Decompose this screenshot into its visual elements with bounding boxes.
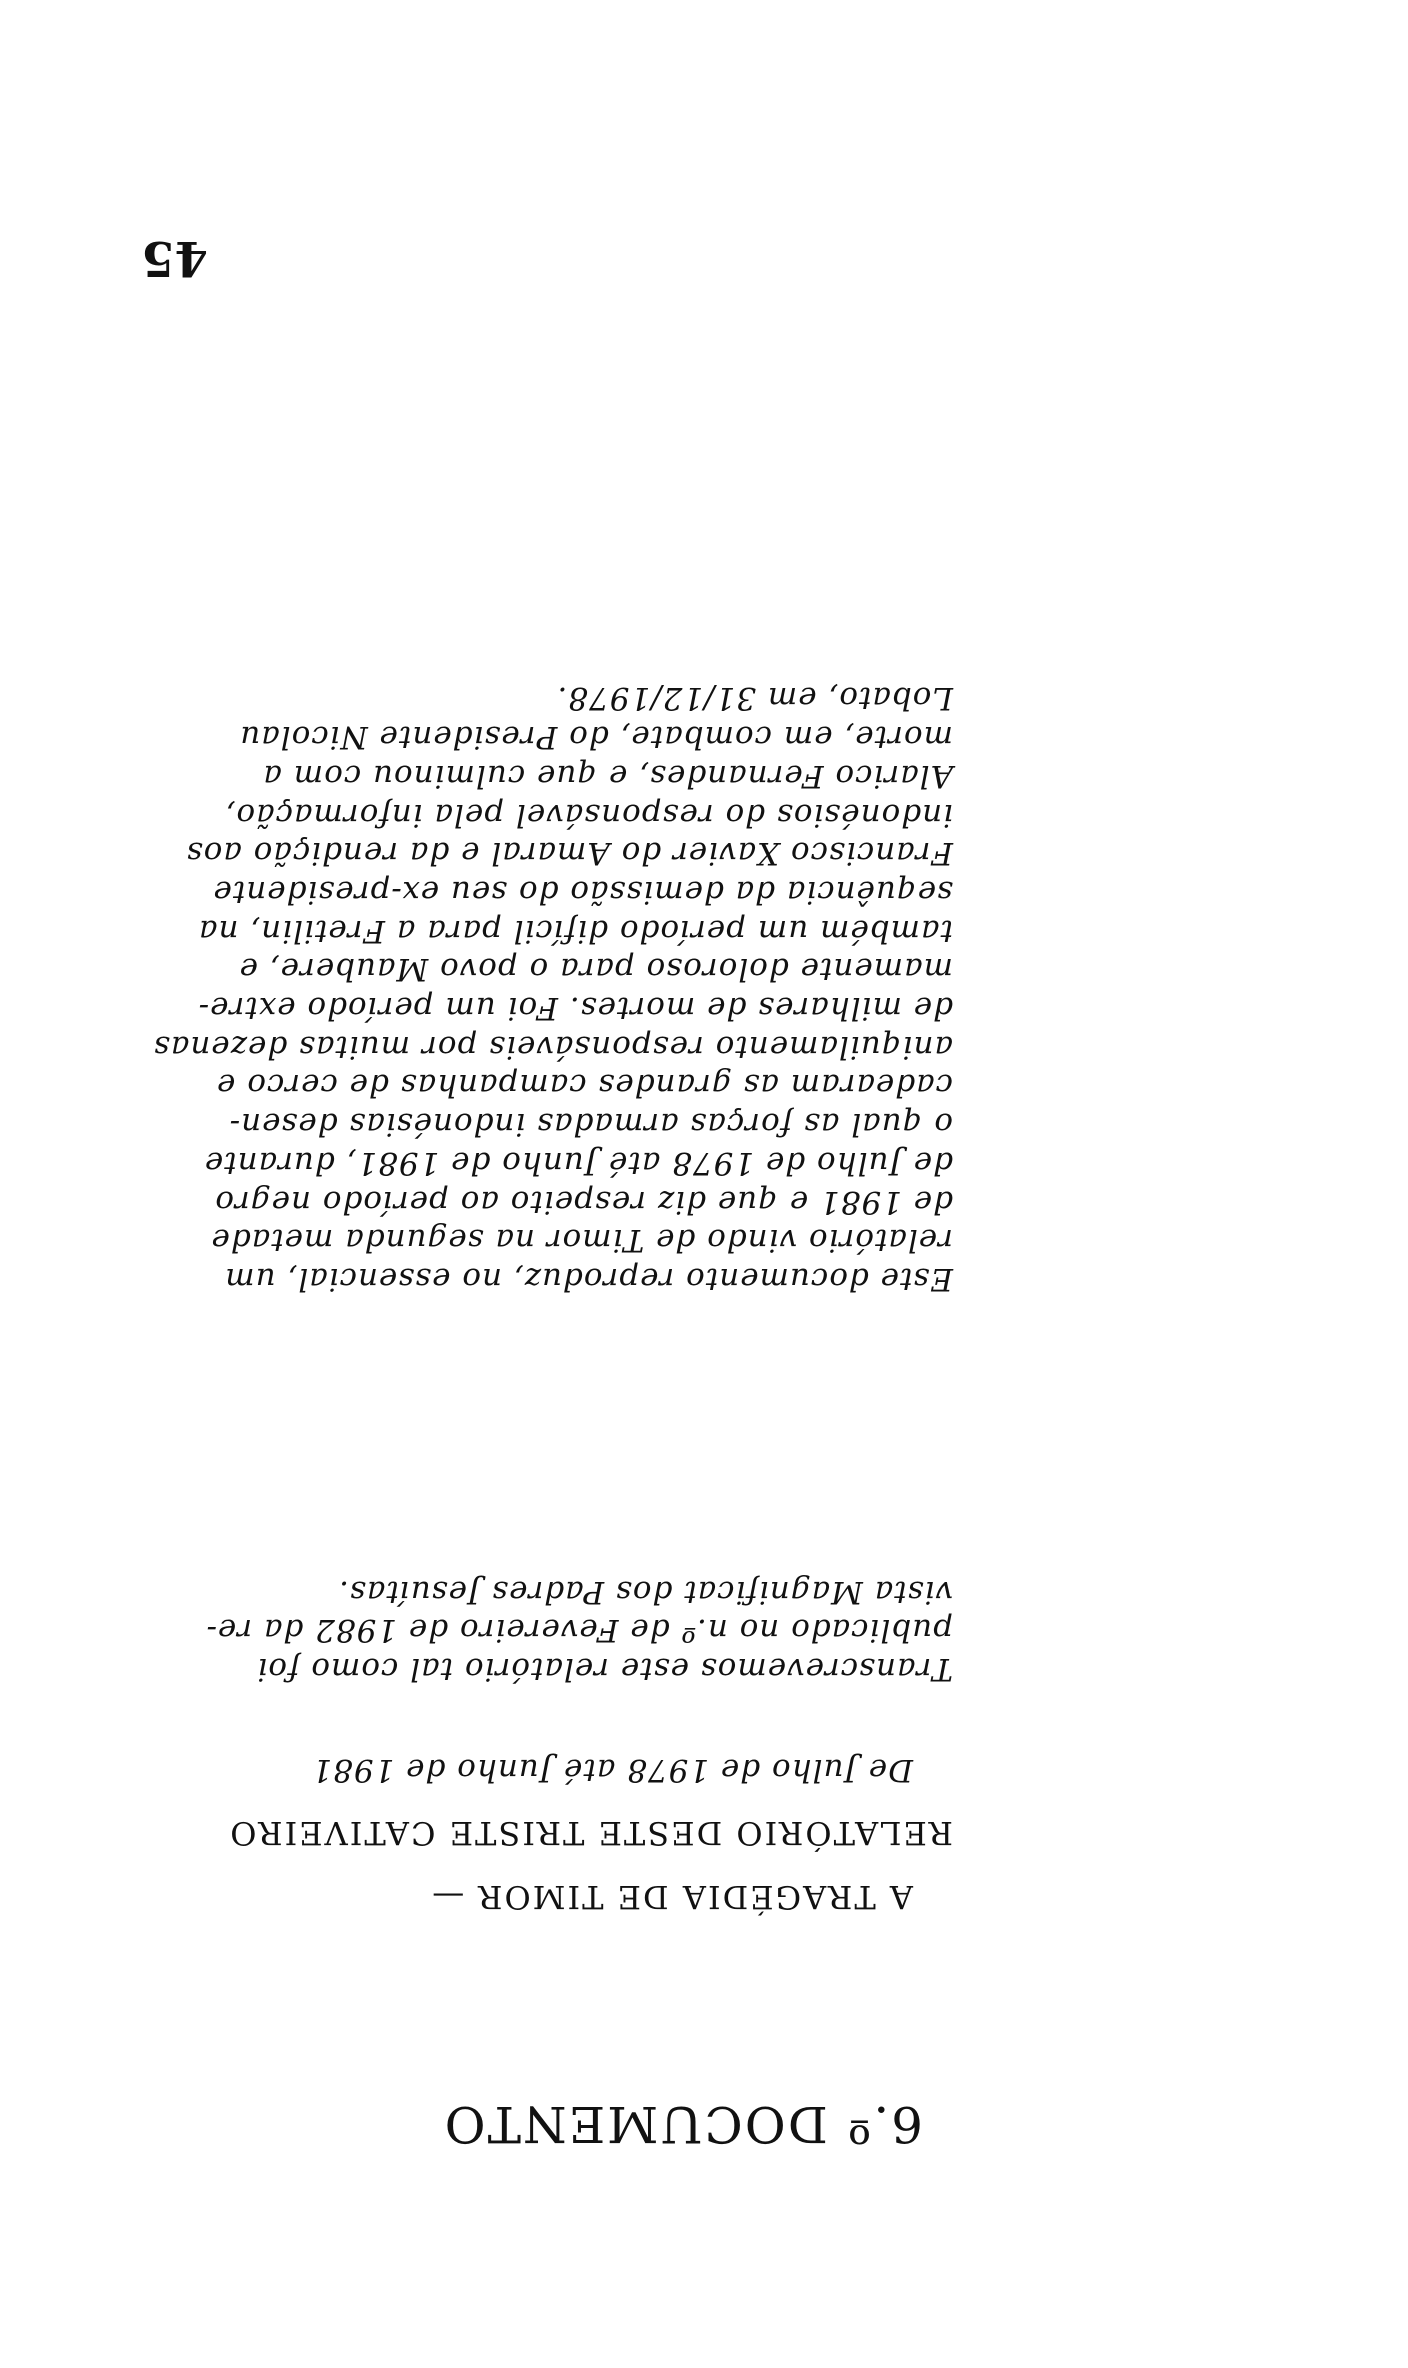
intro-line: aniquilamento responsáveis por muitas dezenas bbox=[152, 1028, 953, 1065]
report-title-block bbox=[228, 1750, 953, 1918]
report-title: A TRAGÉDIA DE TIMOR — bbox=[430, 1878, 913, 1916]
intro-line: Este documento reproduz, no essencial, um bbox=[224, 1261, 953, 1297]
report-title-continued: RELATÓRIO DESTE TRISTE CATIVEIRO bbox=[228, 1814, 953, 1852]
section-heading: 6.º DOCUMENTO bbox=[442, 2095, 923, 2153]
transcription-note bbox=[205, 1572, 953, 1688]
page-number: 45 bbox=[141, 230, 208, 286]
intro-line: de 1981 e que diz respeito ao período negro bbox=[214, 1183, 953, 1220]
transcription-line: Transcrevemos este relatório tal como foi bbox=[256, 1651, 953, 1687]
intro-line: de Julho de 1978 até Junho de 1981, durante bbox=[203, 1144, 953, 1181]
report-subtitle: De Julho de 1978 até Junho de 1981 bbox=[311, 1752, 913, 1788]
transcription-line: publicado no n.º de Fevereiro de 1982 da re- bbox=[205, 1612, 953, 1649]
intro-line: o qual as forças armadas indonésias desen- bbox=[228, 1106, 953, 1143]
intro-paragraph bbox=[152, 679, 953, 1298]
intro-line: também um período difícil para a Fretilin, na bbox=[198, 912, 953, 949]
intro-line: Alarico Fernandes, e que culminou com a bbox=[262, 757, 953, 794]
intro-line: sequência da demissão do seu ex-presidente bbox=[212, 873, 953, 910]
intro-line: de milhares de mortes. Foi um período extre- bbox=[197, 990, 953, 1027]
intro-line: morte, em combate, do Presidente Nicolau bbox=[239, 719, 953, 756]
intro-line: Lobato, em 31/12/1978. bbox=[556, 680, 953, 717]
transcription-line: vista Magnificat dos Padres Jesuítas. bbox=[338, 1573, 953, 1610]
intro-line: relatório vindo de Timor na segunda metade bbox=[210, 1222, 953, 1259]
intro-line: mamente doloroso para o povo Maubere, e bbox=[238, 951, 953, 988]
intro-line: indonésios do responsável pela informação, bbox=[224, 796, 953, 833]
intro-line: cadearam as grandes campanhas de cerco e bbox=[216, 1067, 953, 1104]
intro-line: Francisco Xavier do Amaral e da rendição aos bbox=[185, 835, 953, 872]
